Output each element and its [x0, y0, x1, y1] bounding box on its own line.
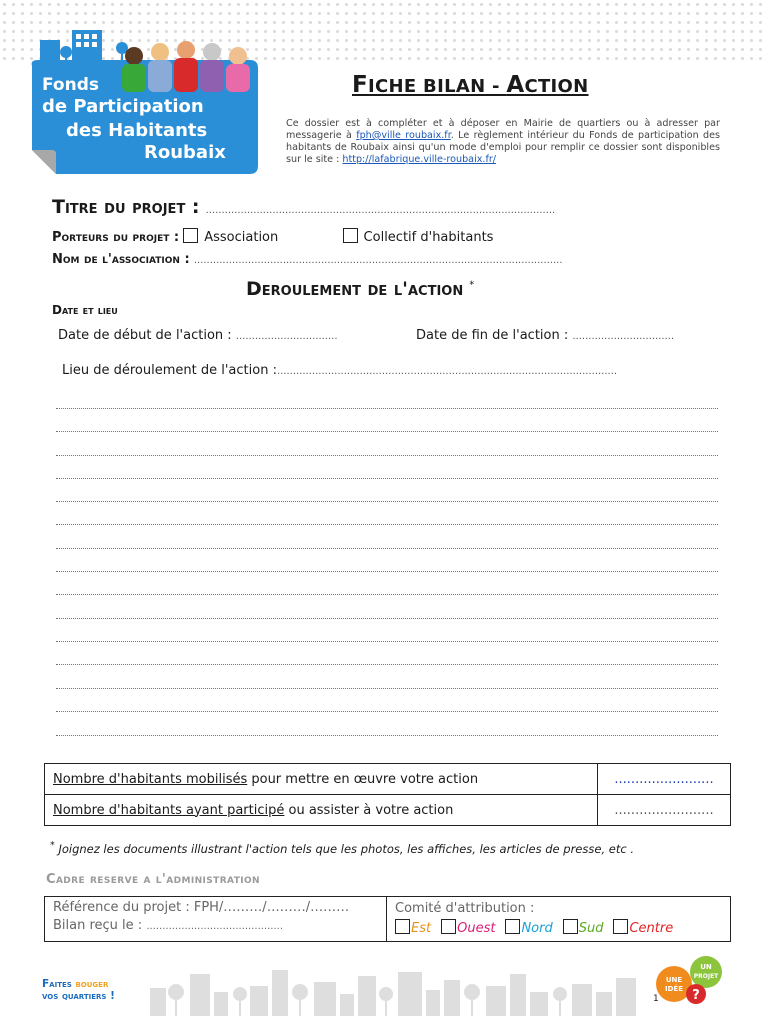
writing-line[interactable] [56, 571, 718, 573]
porteurs-label: Porteurs du projet : [52, 230, 180, 245]
email-link[interactable]: fph@ville roubaix.fr [356, 130, 451, 141]
est-label: Est [411, 921, 432, 936]
project-title-row [52, 196, 555, 218]
writing-line[interactable] [56, 618, 718, 620]
admin-comite-cell [387, 897, 731, 942]
svg-text:Fonds: Fonds [42, 75, 99, 95]
centre-label: Centre [629, 921, 674, 936]
nom-association-field[interactable]: .................................................................................................................... [193, 255, 563, 266]
footnote: * Joignez les documents illustrant l'action tels que les photos, les affiches, les articles de presse, etc . [50, 840, 634, 856]
writing-line[interactable] [56, 711, 718, 713]
collectif-checkbox[interactable] [343, 228, 358, 243]
ouest-label: Ouest [457, 921, 496, 936]
est-checkbox[interactable] [395, 919, 410, 934]
association-checkbox[interactable] [183, 228, 198, 243]
fph-roubaix-logo [26, 26, 262, 176]
participants-label: Nombre d'habitants ayant participé ou assister à votre action [45, 795, 598, 826]
footer-slogan: Faites bouger vos quartiers ! [42, 978, 115, 1002]
lieu-row: Lieu de déroulement de l'action :........................................................................................................... [62, 363, 618, 378]
svg-text:Roubaix: Roubaix [144, 142, 226, 163]
bilan-row: Bilan reçu le : ........................................... [53, 918, 283, 933]
collectif-label: Collectif d'habitants [363, 230, 494, 245]
admin-heading: Cadre reserve a l'administration [46, 872, 260, 887]
intro-paragraph: Ce dossier est à compléter et à déposer en Mairie de quartiers ou à adresser par messagerie à fph@ville roubaix.fr. Le règlement intérieur du Fonds de participation des habitants de Roubaix ainsi qu'un mode d'emploi pour remplir ce dossier sont disponibles sur le site : http://lafabrique.ville-roubaix.fr/ [286, 118, 720, 165]
writing-line[interactable] [56, 524, 718, 526]
date-fin-field[interactable]: ................................ [572, 331, 675, 342]
writing-line[interactable] [56, 431, 718, 433]
centre-checkbox[interactable] [613, 919, 628, 934]
lieu-field[interactable]: ........................................................................................................... [276, 366, 618, 377]
comite-options [395, 919, 722, 939]
nom-association-label: Nom de l'association : [52, 252, 190, 267]
date-lieu-label: Date et lieu [52, 303, 118, 317]
bilan-field[interactable]: ........................................... [146, 921, 283, 932]
project-title-label: Titre du projet : [52, 196, 200, 218]
comite-label: Comité d'attribution : [395, 901, 535, 916]
table-row [45, 795, 731, 826]
mobilises-label: Nombre d'habitants mobilisés pour mettre en œuvre votre action [45, 764, 598, 795]
svg-text:UNE: UNE [665, 976, 683, 984]
writing-line[interactable] [56, 548, 718, 550]
writing-line[interactable] [56, 664, 718, 666]
svg-text:des Habitants: des Habitants [66, 120, 208, 141]
nom-association-row [52, 252, 563, 267]
writing-line[interactable] [56, 735, 718, 737]
nord-checkbox[interactable] [505, 919, 520, 934]
project-title-field[interactable]: .............................................................................................................. [205, 205, 556, 216]
reference-label[interactable]: Référence du projet : FPH/………/………/……… [53, 900, 350, 915]
svg-text:PROJET: PROJET [693, 973, 719, 980]
writing-line[interactable] [56, 501, 718, 503]
participants-value[interactable]: ........................ [598, 795, 731, 826]
association-label: Association [204, 230, 279, 245]
section-heading-deroulement: Deroulement de l'action * [246, 278, 475, 300]
date-debut-field[interactable]: ................................ [235, 331, 338, 342]
writing-line[interactable] [56, 478, 718, 480]
city-skyline-decoration [150, 966, 650, 1016]
writing-line[interactable] [56, 641, 718, 643]
porteurs-row [52, 228, 493, 245]
writing-line[interactable] [56, 455, 718, 457]
page-number: 1 [653, 994, 659, 1004]
mobilises-value[interactable]: ........................ [598, 764, 731, 795]
svg-text:UN: UN [700, 963, 712, 971]
admin-reference-cell [45, 897, 387, 942]
writing-line[interactable] [56, 594, 718, 596]
une-idee-un-projet-badge [654, 954, 726, 1006]
writing-line[interactable] [56, 688, 718, 690]
svg-text:de Participation: de Participation [42, 96, 204, 117]
ouest-checkbox[interactable] [441, 919, 456, 934]
website-link[interactable]: http://lafabrique.ville-roubaix.fr/ [342, 154, 497, 165]
writing-line[interactable] [56, 408, 718, 410]
sud-checkbox[interactable] [563, 919, 578, 934]
sud-label: Sud [578, 921, 604, 936]
question-mark-icon: ? [692, 988, 700, 1003]
admin-table [44, 896, 731, 942]
date-debut-row: Date de début de l'action : ................................ [58, 328, 338, 343]
svg-text:IDÉE: IDÉE [665, 985, 683, 993]
nord-label: Nord [521, 921, 553, 936]
table-row [45, 764, 731, 795]
date-fin-row: Date de fin de l'action : ................................ [416, 328, 675, 343]
document-title: FICHE BILAN - ACTION [352, 72, 589, 98]
participation-table [44, 763, 731, 826]
